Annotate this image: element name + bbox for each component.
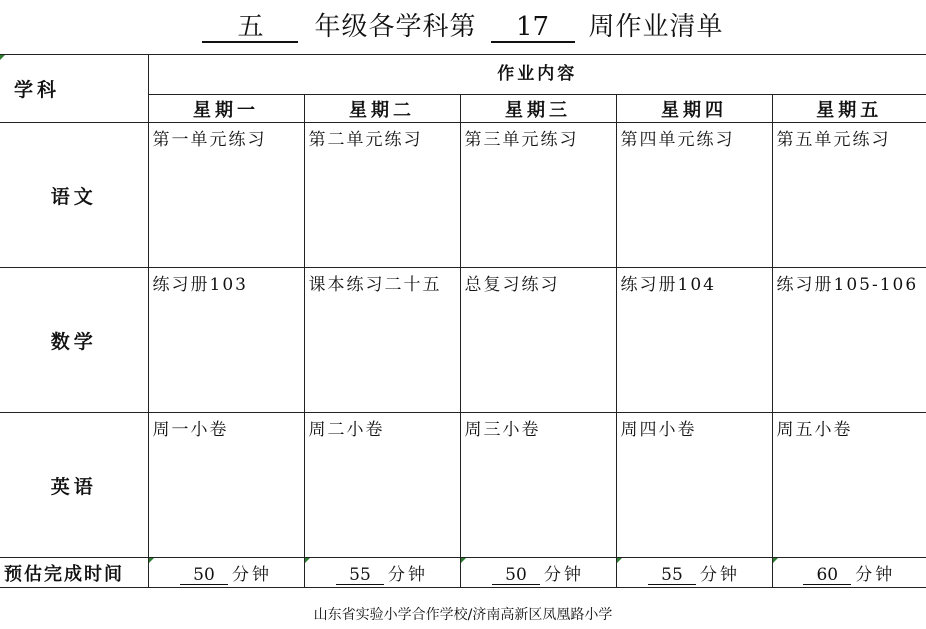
- grade-value: 五: [202, 13, 298, 43]
- cell-marker-icon: [0, 55, 5, 60]
- minutes-value: 50: [492, 566, 540, 585]
- task-cell: 第二单元练习: [304, 123, 460, 268]
- school-footer: 山东省实验小学合作学校/济南高新区凤凰路小学: [313, 607, 613, 623]
- week-number: 17: [491, 13, 575, 43]
- day-header-mon: 星期一: [148, 95, 304, 123]
- task-cell: 周三小卷: [460, 413, 616, 558]
- minutes-value: 60: [803, 566, 851, 585]
- minutes-unit: 分钟: [544, 565, 584, 585]
- subject-math: 数学: [0, 268, 148, 413]
- time-cell-wed: [460, 558, 616, 588]
- cell-marker-icon: [617, 558, 622, 563]
- minutes-unit: 分钟: [855, 565, 896, 585]
- task-cell: 课本练习二十五: [304, 268, 460, 413]
- task-cell: 第五单元练习: [772, 123, 926, 268]
- title-tail: 周作业清单: [588, 12, 724, 42]
- cell-marker-icon: [461, 558, 466, 563]
- table-row: [0, 413, 926, 558]
- table-row: [0, 268, 926, 413]
- day-header-wed: 星期三: [460, 95, 616, 123]
- task-cell: 第一单元练习: [148, 123, 304, 268]
- cell-marker-icon: [305, 558, 310, 563]
- title-middle: 年级各学科第: [314, 12, 477, 42]
- time-cell-fri: [772, 558, 926, 588]
- task-cell: 练习册104: [616, 268, 772, 413]
- day-header-tue: 星期二: [304, 95, 460, 123]
- subject-header: 学科: [0, 55, 148, 123]
- task-cell: 周一小卷: [148, 413, 304, 558]
- task-cell: 周四小卷: [616, 413, 772, 558]
- time-row: [0, 558, 926, 588]
- minutes-value: 55: [336, 566, 384, 585]
- sheet-title: [0, 10, 926, 44]
- content-header: 作业内容: [148, 55, 926, 95]
- minutes-unit: 分钟: [700, 565, 740, 585]
- homework-table: [0, 54, 926, 588]
- task-cell: 第三单元练习: [460, 123, 616, 268]
- subject-english: 英语: [0, 413, 148, 558]
- task-cell: 周二小卷: [304, 413, 460, 558]
- cell-marker-icon: [149, 558, 154, 563]
- task-cell: 总复习练习: [460, 268, 616, 413]
- time-cell-thu: [616, 558, 772, 588]
- day-header-thu: 星期四: [616, 95, 772, 123]
- task-cell: 周五小卷: [772, 413, 926, 558]
- task-cell: 第四单元练习: [616, 123, 772, 268]
- subject-chinese: 语文: [0, 123, 148, 268]
- table-row: [0, 123, 926, 268]
- task-cell: 练习册103: [148, 268, 304, 413]
- day-header-fri: 星期五: [772, 95, 926, 123]
- minutes-unit: 分钟: [388, 565, 428, 585]
- time-cell-mon: [148, 558, 304, 588]
- minutes-value: 50: [180, 566, 228, 585]
- minutes-value: 55: [648, 566, 696, 585]
- task-cell: 练习册105-106: [772, 268, 926, 413]
- time-label: 预估完成时间: [0, 558, 148, 588]
- time-cell-tue: [304, 558, 460, 588]
- minutes-unit: 分钟: [232, 565, 272, 585]
- cell-marker-icon: [773, 558, 778, 563]
